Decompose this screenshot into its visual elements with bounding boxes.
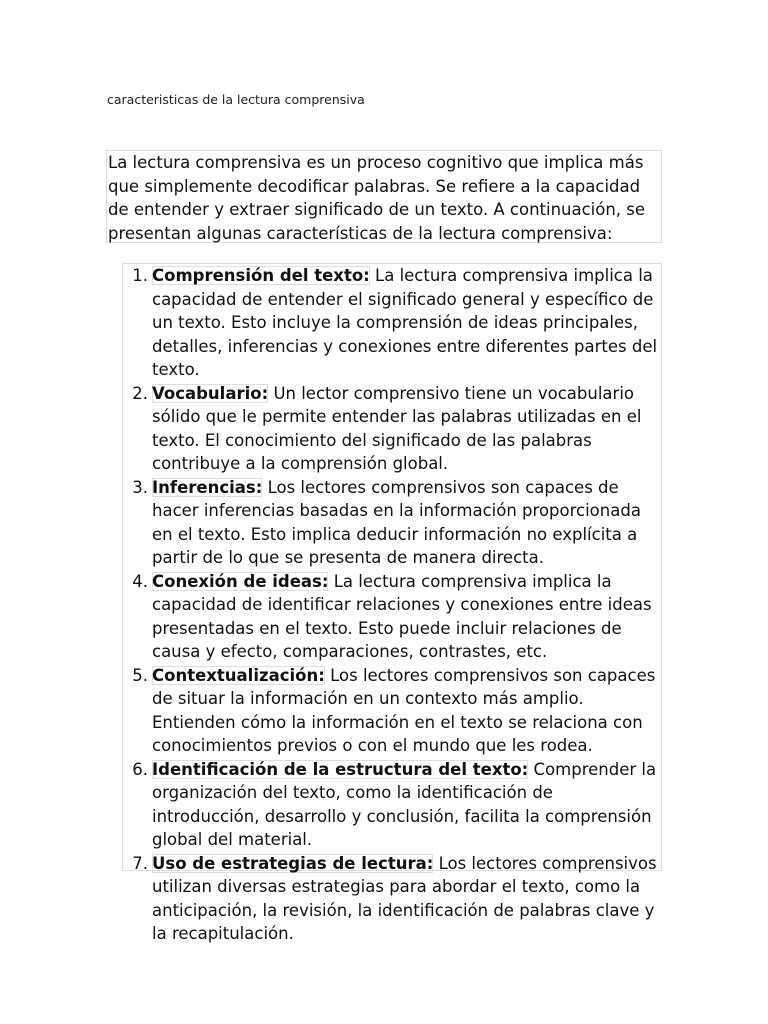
- list-item: [123, 852, 661, 946]
- list-item-term: Conexión de ideas:: [152, 571, 329, 591]
- list-item-number: 2.: [132, 383, 148, 403]
- list-item-term: Comprensión del texto:: [152, 266, 370, 285]
- list-item-number: 3.: [132, 477, 148, 497]
- list-item-term: Uso de estrategias de lectura:: [152, 853, 434, 873]
- intro-paragraph-box: [106, 150, 662, 243]
- list-item-text: La lectura comprensiva implica la capacidad de entender el significado general y específico de un texto. Esto incluye la comprensión de ideas principales, detalles, inferencias y conexiones entre diferentes partes del texto.: [152, 266, 658, 379]
- list-item-text: Un lector comprensivo tiene un vocabulario sólido que le permite entender las palabras utilizadas en el texto. El conocimiento del significado de las palabras contribuye a la comprensión global.: [152, 383, 642, 473]
- list-item: [123, 570, 661, 664]
- characteristics-list: [123, 264, 661, 946]
- list-item: [123, 758, 661, 852]
- list-item-number: 6.: [132, 759, 148, 779]
- list-item-number: 5.: [132, 665, 148, 685]
- list-item-text: Comprender la organización del texto, como la identificación de introducción, desarrollo y conclusión, facilita la comprensión global del material.: [152, 759, 657, 849]
- list-item-text: Los lectores comprensivos utilizan diversas estrategias para abordar el texto, como la anticipación, la revisión, la identificación de palabras clave y la recapitulación.: [152, 853, 657, 943]
- intro-paragraph: La lectura comprensiva es un proceso cognitivo que implica más que simplemente decodificar palabras. Se refiere a la capacidad de entender y extraer significado de un texto. A continuación, se presentan algunas características de la lectura comprensiva:: [108, 153, 646, 243]
- list-item-term: Contextualización:: [152, 665, 325, 685]
- list-item-text: La lectura comprensiva implica la capacidad de identificar relaciones y conexiones entre ideas presentadas en el texto. Esto puede incluir relaciones de causa y efecto, comparaciones, contrastes, etc.: [152, 571, 652, 661]
- characteristics-list-box: [122, 263, 662, 943]
- list-item-number: 7.: [132, 853, 148, 873]
- list-item: [123, 264, 661, 382]
- list-item-term: Inferencias:: [152, 477, 263, 497]
- document-title: caracteristicas de la lectura comprensiva: [107, 92, 365, 107]
- list-item-term: Vocabulario:: [152, 383, 269, 403]
- list-item: [123, 476, 661, 570]
- list-item: [123, 664, 661, 758]
- list-item-text: Los lectores comprensivos son capaces de hacer inferencias basadas en la información proporcionada en el texto. Esto implica deducir información no explícita a partir de lo que se presenta de manera directa.: [152, 477, 641, 567]
- list-item-number: 1.: [132, 266, 148, 285]
- list-item: [123, 382, 661, 476]
- list-item-number: 4.: [132, 571, 148, 591]
- list-item-text: Los lectores comprensivos son capaces de situar la información en un contexto más amplio. Entienden cómo la información en el texto se relaciona con conocimientos previos o con el mundo que les rodea.: [152, 665, 656, 755]
- list-item-term: Identificación de la estructura del texto:: [152, 759, 529, 779]
